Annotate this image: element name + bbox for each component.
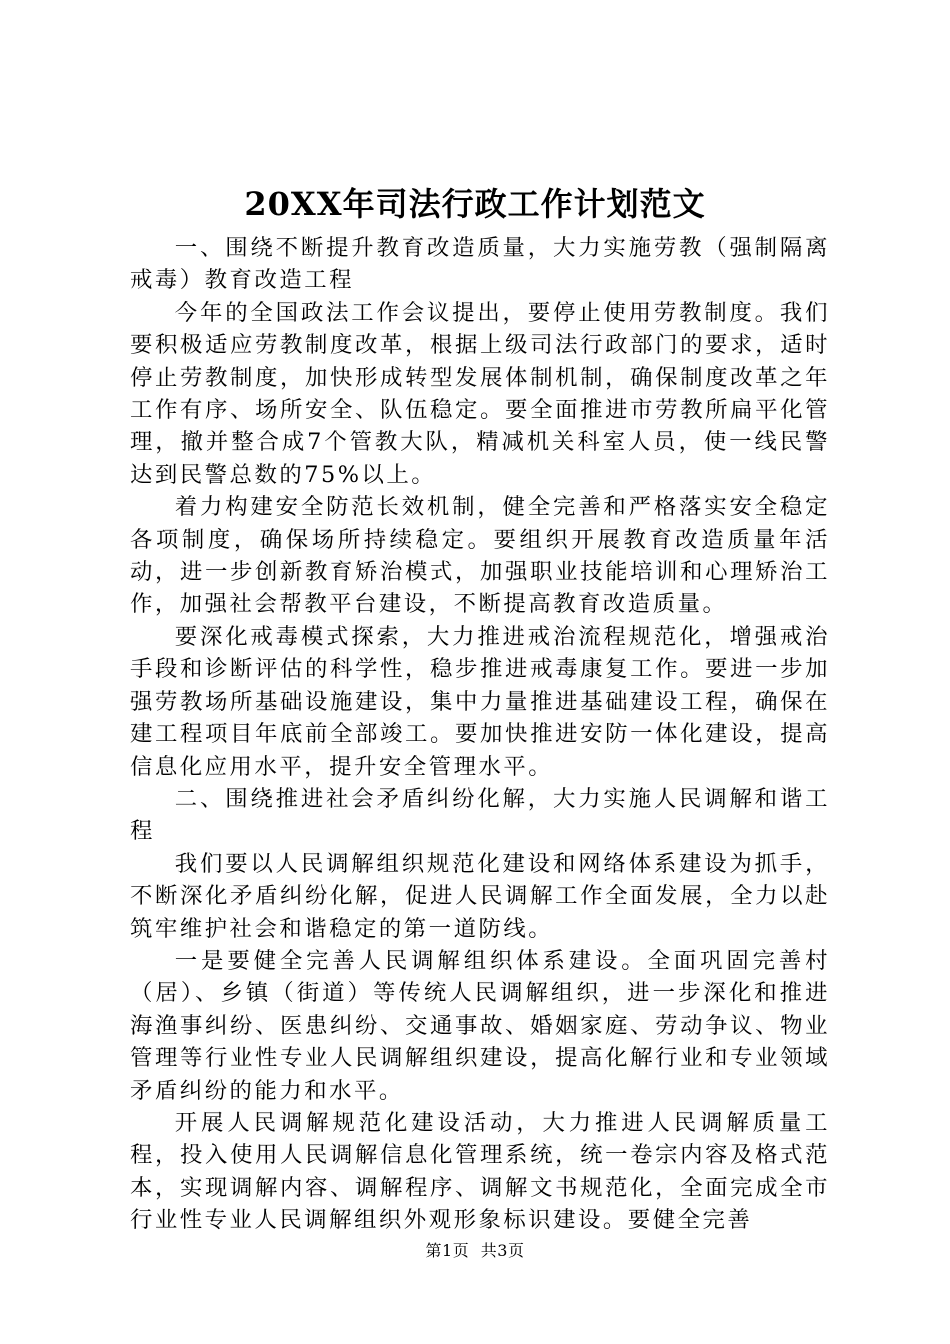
paragraph: 我们要以人民调解组织规范化建设和网络体系建设为抓手，不断深化矛盾纠纷化解，促进人民调解工作全面发展，全力以赴筑牢维护社会和谐稳定的第一道防线。 (130, 850, 830, 942)
section-heading-2: 二、围绕推进社会矛盾纠纷化解，大力实施人民调解和谐工程 (130, 785, 830, 845)
document-body (130, 232, 830, 1237)
paragraph: 开展人民调解规范化建设活动，大力推进人民调解质量工程，投入使用人民调解信息化管理系统，统一卷宗内容及格式范本，实现调解内容、调解程序、调解文书规范化，全面完成全市行业性专业人民调解组织外观形象标识建设。要健全完善 (130, 1109, 830, 1234)
document-title: 20XX年司法行政工作计划范文 (244, 185, 706, 223)
paragraph: 一是要健全完善人民调解组织体系建设。全面巩固完善村（居）、乡镇（街道）等传统人民调解组织，进一步深化和推进海渔事纠纷、医患纠纷、交通事故、婚姻家庭、劳动争议、物业管理等行业性专业人民调解组织建设，提高化解行业和专业领域矛盾纠纷的能力和水平。 (130, 947, 830, 1104)
paragraph: 今年的全国政法工作会议提出，要停止使用劳教制度。我们要积极适应劳教制度改革，根据上级司法行政部门的要求，适时停止劳教制度，加快形成转型发展体制机制，确保制度改革之年工作有序、场所安全、队伍稳定。要全面推进市劳教所扁平化管理，撤并整合成7个管教大队，精减机关科室人员，使一线民警达到民警总数的75%以上。 (130, 299, 830, 488)
page-footer (0, 1240, 950, 1262)
paragraph: 要深化戒毒模式探索，大力推进戒治流程规范化，增强戒治手段和诊断评估的科学性，稳步推进戒毒康复工作。要进一步加强劳教场所基础设施建设，集中力量推进基础建设工程，确保在建工程项目年底前全部竣工。要加快推进安防一体化建设，提高信息化应用水平，提升安全管理水平。 (130, 623, 830, 780)
paragraph: 着力构建安全防范长效机制，健全完善和严格落实安全稳定各项制度，确保场所持续稳定。要组织开展教育改造质量年活动，进一步创新教育矫治模式，加强职业技能培训和心理矫治工作，加强社会帮教平台建设，不断提高教育改造质量。 (130, 494, 830, 618)
page-number: 第1页 (425, 1241, 470, 1260)
section-heading-1: 一、围绕不断提升教育改造质量，大力实施劳教（强制隔离戒毒）教育改造工程 (130, 235, 830, 294)
page-total: 共3页 (480, 1241, 525, 1260)
